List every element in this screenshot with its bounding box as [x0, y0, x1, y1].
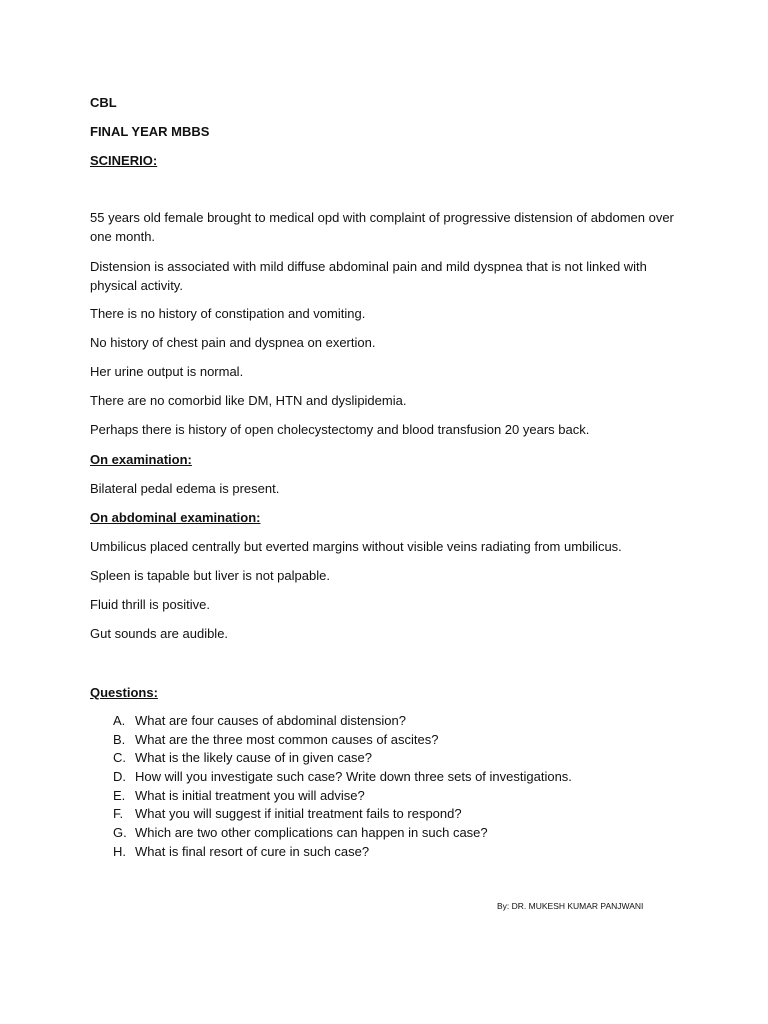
scenario-heading: SCINERIO:	[90, 153, 158, 168]
question-text: What is final resort of cure in such case?	[135, 843, 370, 859]
question-text: What you will suggest if initial treatment fails to respond?	[135, 806, 462, 822]
case-paragraph: There are no comorbid like DM, HTN and dyslipidemia.	[90, 393, 407, 408]
doc-subtitle: FINAL YEAR MBBS	[90, 124, 210, 139]
author-byline: By: DR. MUKESH KUMAR PANJWANI	[497, 901, 644, 911]
question-text: What are four causes of abdominal distension?	[135, 713, 406, 728]
examination-finding: Bilateral pedal edema is present.	[90, 481, 280, 496]
question-letter: D.	[113, 769, 126, 785]
question-letter: E.	[113, 787, 126, 803]
question-text: What is the likely cause of in given case?	[135, 750, 373, 766]
question-letter: F.	[113, 806, 124, 822]
case-paragraph: Her urine output is normal.	[90, 364, 244, 379]
abdominal-finding: Umbilicus placed centrally but everted margins without visible veins radiating from umbilicus.	[90, 539, 622, 554]
question-item	[90, 824, 675, 843]
doc-title: CBL	[90, 95, 117, 110]
question-item	[90, 787, 675, 806]
question-text: How will you investigate such case? Write down three sets of investigations.	[135, 769, 572, 785]
questions-list	[90, 712, 675, 862]
question-item	[90, 843, 675, 862]
abdominal-finding: Gut sounds are audible.	[90, 626, 229, 641]
question-item	[90, 712, 675, 731]
case-paragraph: Distension is associated with mild diffuse abdominal pain and mild dyspnea that is not linked with physical activity.	[90, 259, 647, 293]
question-item	[90, 805, 675, 824]
question-text: Which are two other complications can happen in such case?	[135, 825, 488, 841]
case-paragraph: No history of chest pain and dyspnea on exertion.	[90, 335, 376, 350]
questions-heading: Questions:	[90, 685, 158, 700]
case-paragraph: Perhaps there is history of open cholecystectomy and blood transfusion 20 years back.	[90, 422, 590, 437]
question-letter: C.	[113, 750, 126, 766]
abdominal-finding: Spleen is tapable but liver is not palpable.	[90, 568, 330, 583]
question-item	[90, 749, 675, 768]
question-item	[90, 768, 675, 787]
question-item	[90, 731, 675, 750]
case-paragraph: There is no history of constipation and vomiting.	[90, 306, 366, 321]
question-text: What are the three most common causes of ascites?	[135, 731, 439, 747]
case-paragraph: 55 years old female brought to medical opd with complaint of progressive distension of abdomen over one month.	[90, 210, 674, 244]
examination-heading: On examination:	[90, 452, 192, 467]
abdominal-finding: Fluid thrill is positive.	[90, 597, 210, 612]
abdominal-heading: On abdominal examination:	[90, 510, 261, 525]
question-letter: H.	[113, 843, 126, 859]
question-text: What is initial treatment you will advise?	[135, 787, 365, 803]
question-letter: A.	[113, 713, 126, 728]
question-letter: B.	[113, 731, 126, 747]
question-letter: G.	[113, 825, 127, 841]
